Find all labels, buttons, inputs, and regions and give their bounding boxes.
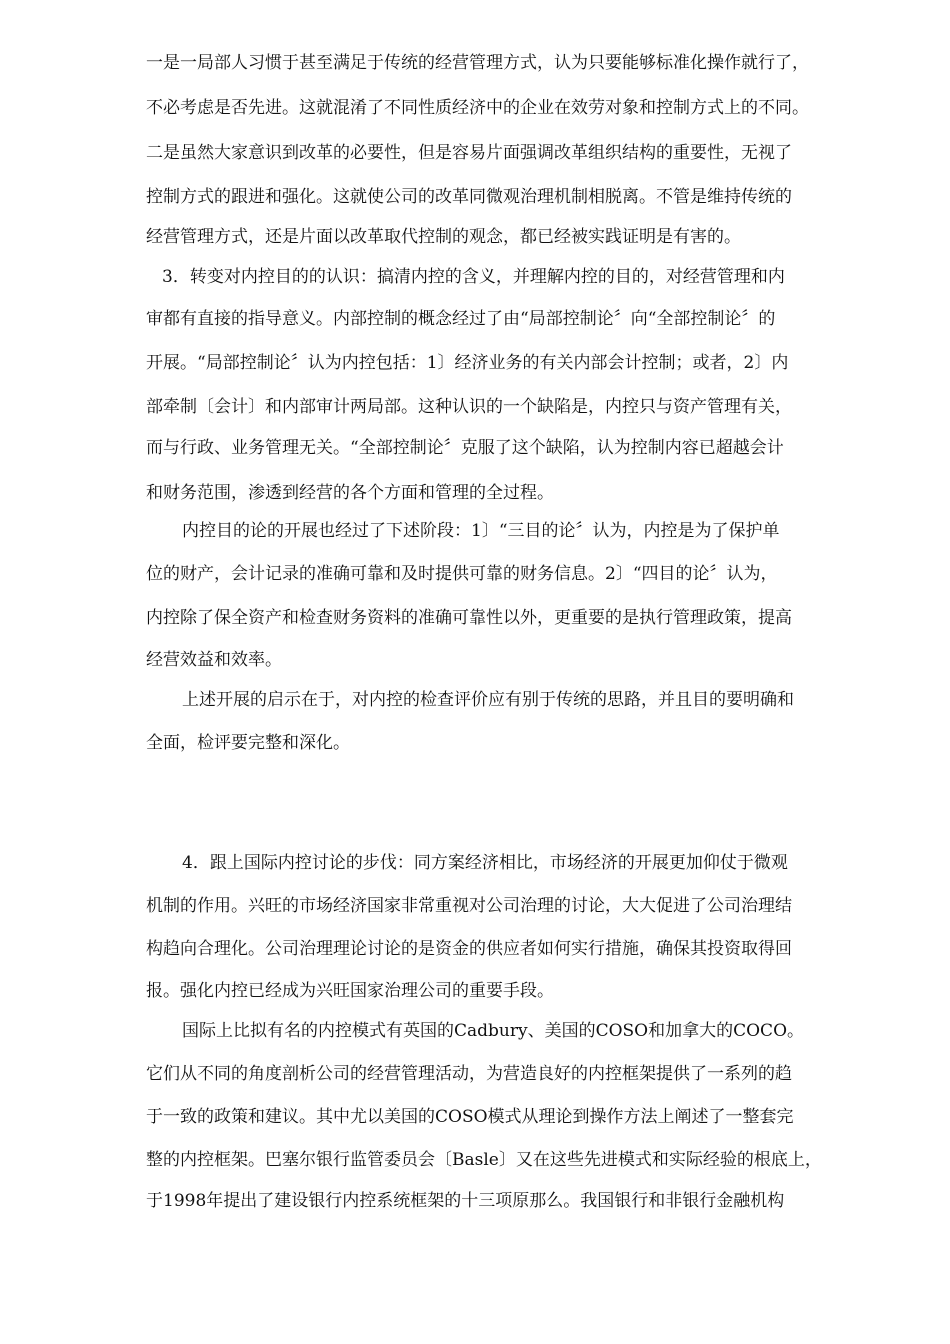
text-line: 内控除了保全资产和检查财务资料的准确可靠性以外，更重要的是执行管理政策，提高 [146, 608, 792, 628]
text-line: 3．转变对内控目的的认识：搞清内控的含义，并理解内控的目的，对经营管理和内 [162, 267, 785, 287]
text-line: 于1998年提出了建设银行内控系统框架的十三项原那么。我国银行和非银行金融机构 [146, 1191, 785, 1211]
text-line: 经营效益和效率。 [146, 650, 282, 670]
text-line: 构趋向合理化。公司治理理论讨论的是资金的供应者如何实行措施，确保其投资取得回 [146, 939, 792, 959]
text-line: 而与行政、业务管理无关。“全部控制论〞克服了这个缺陷，认为控制内容已超越会计 [146, 438, 784, 458]
text-line: 4．跟上国际内控讨论的步伐：同方案经济相比，市场经济的开展更加仰仗于微观 [182, 853, 788, 873]
text-line: 内控目的论的开展也经过了下述阶段：1〕“三目的论〞认为，内控是为了保护单 [182, 521, 780, 541]
text-line: 于一致的政策和建议。其中尤以美国的COSO模式从理论到操作方法上阐述了一整套完 [146, 1107, 794, 1127]
text-line: 报。强化内控已经成为兴旺国家治理公司的重要手段。 [146, 981, 554, 1001]
text-line: 机制的作用。兴旺的市场经济国家非常重视对公司治理的讨论，大大促进了公司治理结 [146, 896, 792, 916]
text-line: 和财务范围，渗透到经营的各个方面和管理的全过程。 [146, 483, 554, 503]
text-line: 整的内控框架。巴塞尔银行监管委员会〔Basle〕又在这些先进模式和实际经验的根底上， [146, 1150, 822, 1170]
text-line: 部牵制〔会计〕和内部审计两局部。这种认识的一个缺陷是，内控只与资产管理有关， [146, 397, 792, 417]
text-line: 位的财产，会计记录的准确可靠和及时提供可靠的财务信息。2〕“四目的论〞认为， [146, 564, 778, 584]
text-line: 它们从不同的角度剖析公司的经营管理活动，为营造良好的内控框架提供了一系列的趋 [146, 1064, 792, 1084]
text-line: 开展。“局部控制论〞认为内控包括：1〕经济业务的有关内部会计控制；或者，2〕内 [146, 353, 789, 373]
text-line: 经营管理方式，还是片面以改革取代控制的观念，都已经被实践证明是有害的。 [146, 227, 741, 247]
text-line: 不必考虑是否先进。这就混淆了不同性质经济中的企业在效劳对象和控制方式上的不同。 [146, 98, 809, 118]
text-line: 审都有直接的指导意义。内部控制的概念经过了由“局部控制论〞向“全部控制论〞的 [146, 309, 776, 329]
text-line: 全面，检评要完整和深化。 [146, 733, 350, 753]
text-line: 国际上比拟有名的内控模式有英国的Cadbury、美国的COSO和加拿大的COCO。 [182, 1021, 805, 1041]
text-line: 控制方式的跟进和强化。这就使公司的改革同微观治理机制相脱离。不管是维持传统的 [146, 187, 792, 207]
text-line: 上述开展的启示在于，对内控的检查评价应有别于传统的思路，并且目的要明确和 [182, 690, 794, 710]
text-line: 一是一局部人习惯于甚至满足于传统的经营管理方式，认为只要能够标准化操作就行了， [146, 53, 809, 73]
text-line: 二是虽然大家意识到改革的必要性，但是容易片面强调改革组织结构的重要性，无视了 [146, 143, 792, 163]
